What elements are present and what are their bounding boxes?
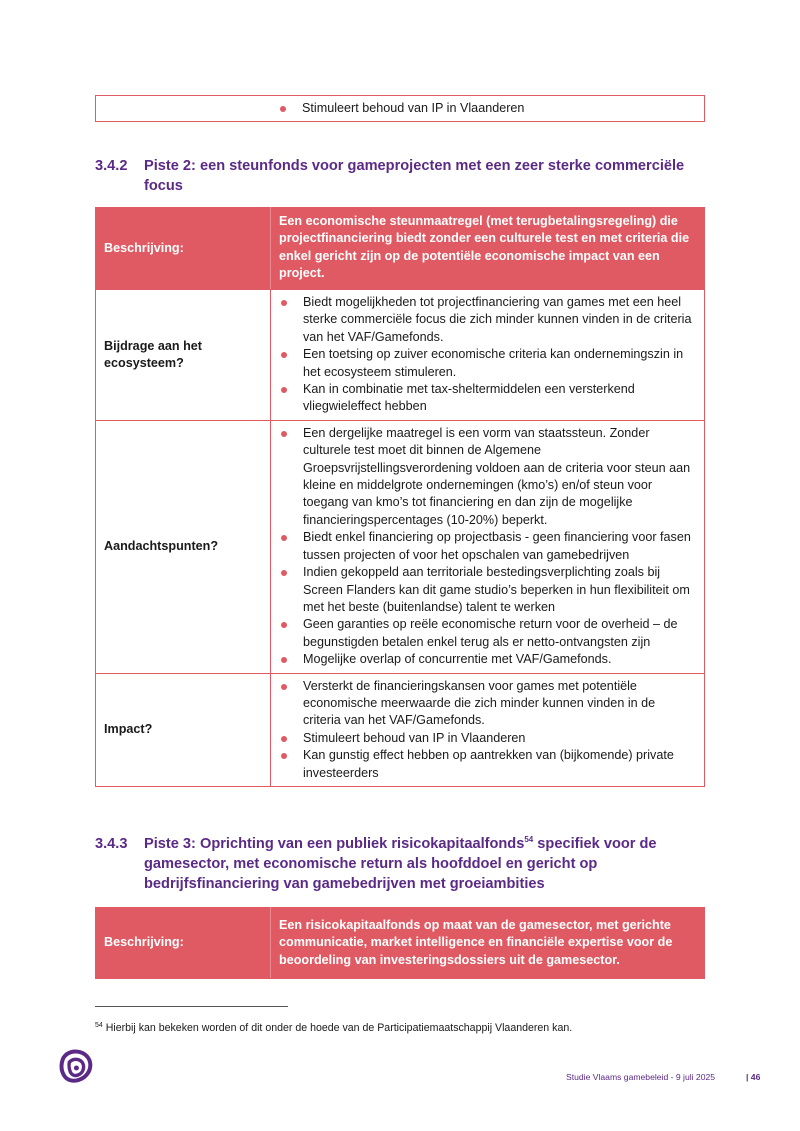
row-label: Aandachtspunten? — [96, 420, 271, 673]
list-item: Stimuleert behoud van IP in Vlaanderen — [279, 730, 696, 747]
top-table-value — [270, 96, 705, 122]
section-title: Piste 2: een steunfonds voor gameprojecten met een zeer sterke commerciële focus — [144, 158, 685, 194]
table-row-aandachtspunten — [96, 420, 705, 673]
spiral-logo-icon — [56, 1048, 94, 1086]
row-values — [271, 290, 705, 421]
top-table-fragment — [95, 95, 705, 122]
footnote-text: Hierbij kan bekeken worden of dit onder de hoede van de Participatiemaatschappij Vlaanderen kan. — [102, 1022, 573, 1034]
section-number: 3.4.3 — [95, 836, 128, 852]
row-values — [271, 673, 705, 786]
page-number: | 46 — [746, 1072, 761, 1082]
section-heading-3-4-3 — [95, 834, 705, 894]
row-label: Bijdrage aan het ecosysteem? — [96, 290, 271, 421]
section-number: 3.4.2 — [95, 158, 128, 174]
list-item: Kan in combinatie met tax-sheltermiddelen een versterkend vliegwieleffect hebben — [279, 381, 696, 416]
list-item: Geen garanties op reële economische return voor de overheid – de begunstigden betalen enkel terug als er netto-ontvangsten zijn — [279, 616, 696, 651]
list-item: Stimuleert behoud van IP in Vlaanderen — [278, 100, 696, 117]
section-heading-3-4-2 — [95, 156, 705, 196]
footer-title: Studie Vlaams gamebeleid - 9 juli 2025 — [566, 1072, 716, 1082]
table-row-beschrijving — [96, 908, 705, 979]
row-label: Beschrijving: — [96, 208, 271, 290]
list-item: Een dergelijke maatregel is een vorm van staatssteun. Zonder culturele test moet dit binnen de Algemene Groepsvrijstellingsverordening voldoen aan de criteria voor steun aan kleine en middelgrote ondernemingen (kmo’s) en/of steun voor toegang van kmo’s tot financiering en dan zijn de mogelijke financieringspercentages (10-20%) beperkt. — [279, 425, 696, 529]
table-row-beschrijving — [96, 208, 705, 290]
list-item: Biedt enkel financiering op projectbasis - geen financiering voor fasen tussen projecten of voor het opschalen van gamebedrijven — [279, 529, 696, 564]
list-item: Een toetsing op zuiver economische criteria kan ondernemingszin in het ecosysteem stimuleren. — [279, 346, 696, 381]
table-row-bijdrage — [96, 290, 705, 421]
empty-label-cell — [96, 96, 271, 122]
list-item: Versterkt de financieringskansen voor games met potentiële economische meerwaarde die zich minder kunnen vinden in de criteria van het VAF/Gamefonds. — [279, 678, 696, 730]
list-item: Biedt mogelijkheden tot projectfinanciering van games met een heel sterke commerciële focus die zich minder kunnen vinden in de criteria van het VAF/Gamefonds. — [279, 294, 696, 346]
footnote-number: 54 — [95, 1022, 103, 1029]
footnote-reference[interactable]: 54 — [524, 835, 534, 844]
footnote — [95, 1021, 572, 1035]
list-item: Indien gekoppeld aan territoriale bestedingsverplichting zoals bij Screen Flanders kan dit game studio’s beperken in hun flexibiliteit om met het beste (buitenlandse) talent te werken — [279, 564, 696, 616]
row-description: Een risicokapitaalfonds op maat van de gamesector, met gerichte communicatie, market intelligence en financiële expertise voor de beoordeling van investeringsdossiers uit de gamesector. — [271, 908, 705, 979]
section-title: Piste 3: Oprichting van een publiek risicokapitaalfonds$^{54}$ specifiek voor de gamesector, met economische return als hoofddoel en gericht op bedrijfsfinanciering van gamebedrijven met groeiambities — [144, 835, 657, 892]
list-item: Mogelijke overlap of concurrentie met VAF/Gamefonds. — [279, 651, 696, 668]
row-description: Een economische steunmaatregel (met terugbetalingsregeling) die projectfinanciering biedt zonder een culturele test en met criteria die enkel gericht zijn op de potentiële economische impact van een project. — [271, 208, 705, 290]
table-row-impact — [96, 673, 705, 786]
piste-2-table — [95, 207, 705, 787]
list-item: Kan gunstig effect hebben op aantrekken van (bijkomende) private investeerders — [279, 747, 696, 782]
footnote-divider — [95, 1006, 288, 1007]
row-label: Beschrijving: — [96, 908, 271, 979]
row-label: Impact? — [96, 673, 271, 786]
row-values — [271, 420, 705, 673]
piste-3-table — [95, 907, 705, 979]
